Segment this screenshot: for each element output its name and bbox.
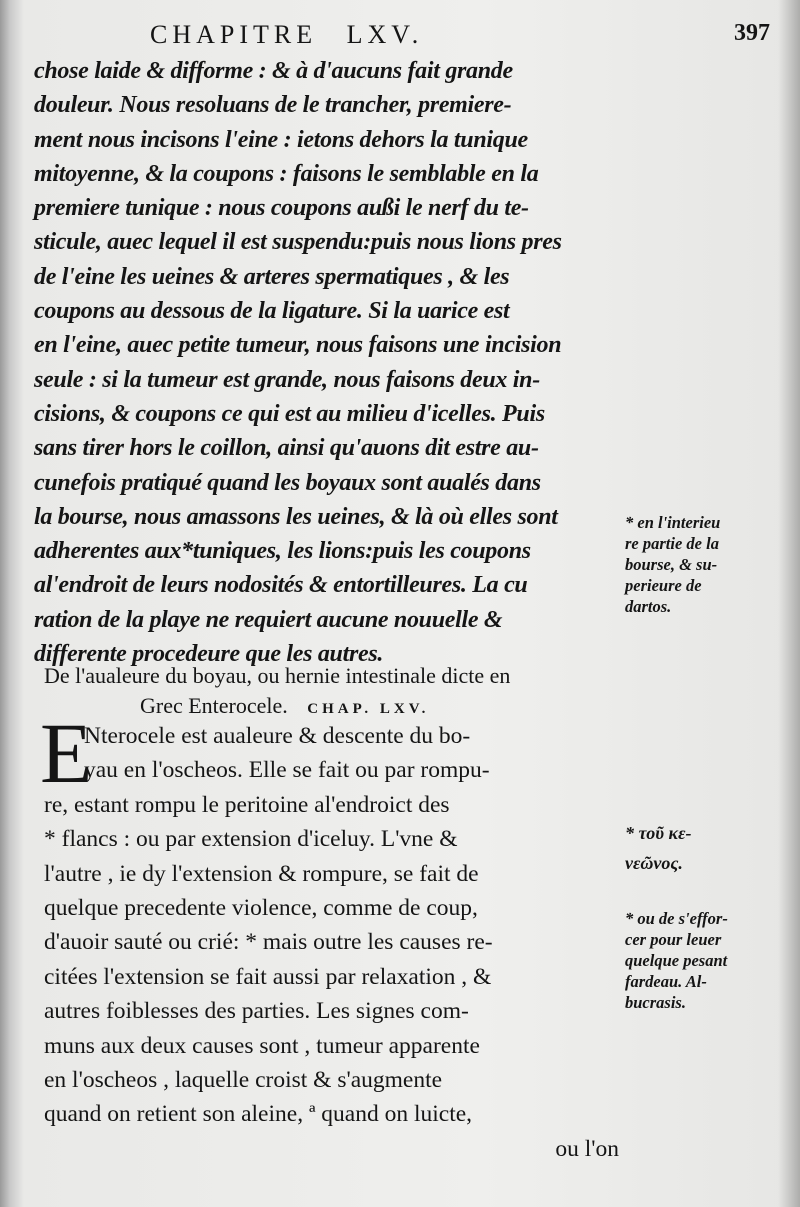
- margin-note-greek: [625, 818, 775, 878]
- note-line: * τοῦ κε-: [625, 823, 692, 843]
- section-chapter-label: CHAP. LXV.: [307, 701, 430, 717]
- note-line: bourse, & su-: [625, 555, 718, 574]
- note-line: * ou de s'effor-: [625, 909, 728, 928]
- text-line: quand on retient son aleine, ª quand on luicte,: [44, 1101, 473, 1128]
- note-line: quelque pesant: [625, 951, 728, 970]
- page-edge-shadow: [778, 0, 800, 1207]
- note-line: re partie de la: [625, 534, 719, 553]
- text-line: en l'oscheos , laquelle croist & s'augmente: [44, 1066, 443, 1093]
- margin-note-tuniques: [625, 512, 775, 617]
- note-line: dartos.: [625, 597, 672, 616]
- text-line: l'autre , ie dy l'extension & rompure, se fait de: [44, 860, 479, 887]
- section-title-grec: Grec Enterocele.: [140, 693, 288, 718]
- text-line: adherentes aux*tuniques, les lions:puis les coupons: [34, 538, 531, 565]
- italic-body-text: [34, 54, 619, 671]
- text-line: al'endroit de leurs nodosités & entortilleures. La cu: [34, 572, 528, 599]
- header-chapter-number: LXV.: [346, 20, 424, 49]
- section-title-line1: De l'aualeure du boyau, ou hernie intestinale dicte en: [44, 663, 511, 688]
- running-header: [150, 20, 423, 50]
- note-line: νεῶνος.: [625, 853, 683, 873]
- drop-cap: E: [40, 705, 93, 801]
- margin-note-albucrasis: [625, 908, 775, 1013]
- text-line: re, estant rompu le peritoine al'endroict des: [44, 791, 450, 818]
- text-line: la bourse, nous amassons les ueines, & là où elles sont: [34, 503, 558, 530]
- text-line: douleur. Nous resoluans de le trancher, premiere-: [34, 92, 512, 119]
- text-line: chose laide & difforme : & à d'aucuns fait grande: [34, 58, 513, 84]
- page-number: 397: [734, 20, 770, 46]
- note-line: perieure de: [625, 576, 702, 595]
- text-line: d'auoir sauté ou crié: * mais outre les causes re-: [44, 929, 493, 956]
- text-line: quelque precedente violence, comme de coup,: [44, 894, 478, 921]
- text-line: ment nous incisons l'eine : ietons dehors la tunique: [34, 126, 528, 153]
- text-line: * flancs : ou par extension d'iceluy. L'vne &: [44, 826, 458, 853]
- text-line: Nterocele est aualeure & descente du bo-: [84, 723, 471, 749]
- text-line: coupons au dessous de la ligature. Si la uarice est: [34, 298, 510, 325]
- text-line: autres foiblesses des parties. Les signes com-: [44, 998, 469, 1025]
- text-line: de l'eine les ueines & arteres spermatiques , & les: [34, 263, 510, 290]
- text-line: muns aux deux causes sont , tumeur apparente: [44, 1032, 480, 1059]
- text-line: mitoyenne, & la coupons : faisons le semblable en la: [34, 160, 539, 187]
- text-line: yau en l'oscheos. Elle se fait ou par rompu-: [84, 757, 490, 784]
- text-line: en l'eine, auec petite tumeur, nous faisons une incision: [34, 332, 562, 359]
- text-line: citées l'extension se fait aussi par relaxation , &: [44, 963, 492, 990]
- text-line: differente procedeure que les autres.: [34, 641, 384, 668]
- text-line: cunefois pratiqué quand les boyaux sont aualés dans: [34, 469, 541, 496]
- text-line: ration de la playe ne requiert aucune nouuelle &: [34, 606, 503, 633]
- section-title: [44, 661, 624, 724]
- text-line: cisions, & coupons ce qui est au milieu d'icelles. Puis: [34, 400, 545, 427]
- note-line: fardeau. Al-: [625, 972, 707, 991]
- text-line: premiere tunique : nous coupons außi le nerf du te-: [34, 195, 529, 222]
- note-line: cer pour leuer: [625, 930, 722, 949]
- note-line: bucrasis.: [625, 993, 686, 1012]
- roman-body-text: [44, 719, 619, 1166]
- text-line: seule : si la tumeur est grande, nous faisons deux in-: [34, 366, 540, 393]
- text-line: ou l'on: [555, 1135, 619, 1162]
- text-line: sticule, auec lequel il est suspendu:puis nous lions pres: [34, 229, 562, 256]
- note-line: * en l'interieu: [625, 513, 721, 532]
- text-line: sans tirer hors le coillon, ainsi qu'auons dit estre au-: [34, 435, 539, 462]
- header-chapter: CHAPITRE: [150, 20, 318, 49]
